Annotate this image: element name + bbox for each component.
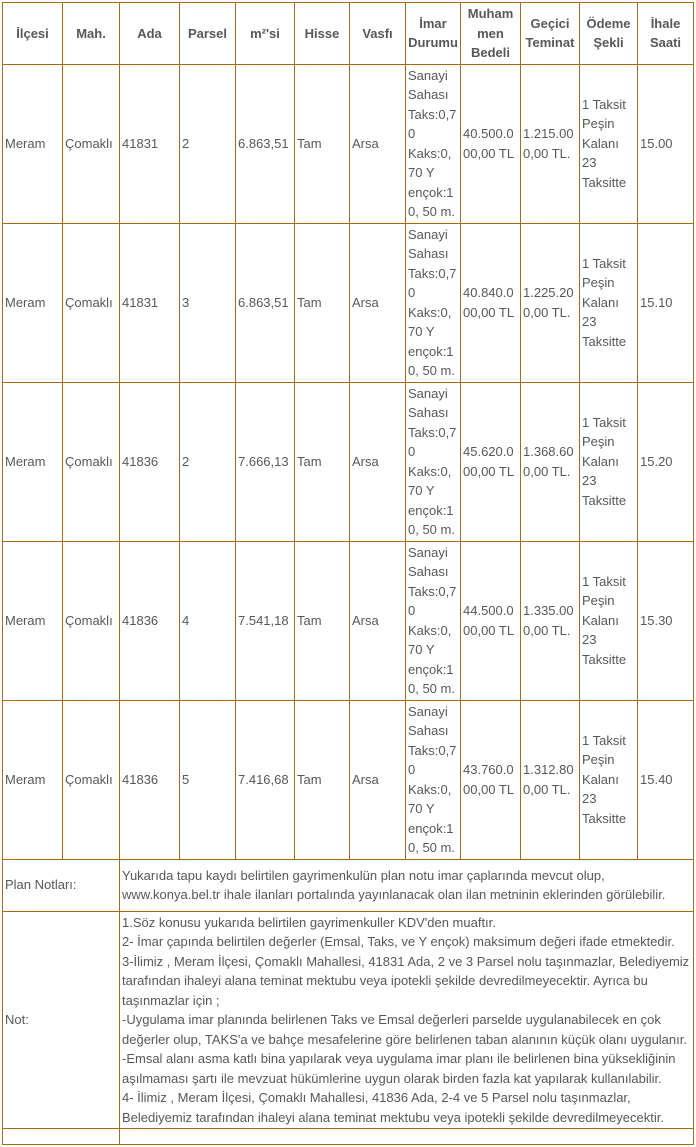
cell-ihale-saati: 15.40: [638, 700, 694, 859]
empty-row: [3, 1129, 694, 1145]
cell-ihale-saati: 15.00: [638, 64, 694, 223]
cell-ilcesi: Meram: [3, 64, 63, 223]
not-line: 2- İmar çapında belirtilen değerler (Emsal, Taks, ve Y ençok) maksimum değeri ifade etmektedir.: [122, 934, 675, 949]
cell-ada: 41831: [120, 223, 180, 382]
cell-m2: 6.863,51: [236, 223, 295, 382]
cell-vasfi: Arsa: [350, 223, 406, 382]
cell-gecici-teminat: 1.215.000,00 TL.: [521, 64, 580, 223]
empty-label-cell: [3, 1129, 120, 1145]
cell-parsel: 4: [180, 541, 236, 700]
cell-ada: 41836: [120, 382, 180, 541]
cell-m2: 6.863,51: [236, 64, 295, 223]
table-row: [3, 700, 694, 859]
col-header-imar-durumu: İmar Durumu: [406, 3, 461, 65]
cell-imar-durumu: Sanayi Sahası Taks:0,70 Kaks:0,70 Y ençok:10, 50 m.: [406, 223, 461, 382]
cell-odeme-sekli: 1 Taksit Peşin Kalanı 23 Taksitte: [580, 700, 638, 859]
cell-parsel: 2: [180, 64, 236, 223]
col-header-ilcesi: İlçesi: [3, 3, 63, 65]
col-header-m2: m²'si: [236, 3, 295, 65]
cell-gecici-teminat: 1.335.000,00 TL.: [521, 541, 580, 700]
col-header-ada: Ada: [120, 3, 180, 65]
cell-ilcesi: Meram: [3, 700, 63, 859]
empty-content-cell: [120, 1129, 694, 1145]
not-text: [120, 911, 694, 1129]
table-row: [3, 64, 694, 223]
cell-hisse: Tam: [295, 700, 350, 859]
col-header-vasfi: Vasfı: [350, 3, 406, 65]
cell-ada: 41836: [120, 541, 180, 700]
cell-ilcesi: Meram: [3, 382, 63, 541]
not-row: [3, 911, 694, 1129]
col-header-odeme-sekli: Ödeme Şekli: [580, 3, 638, 65]
table-header-row: [3, 3, 694, 65]
cell-mah: Çomaklı: [63, 700, 120, 859]
plan-notlari-text: Yukarıda tapu kaydı belirtilen gayrimenkulün plan notu imar çaplarında mevcut olup, www.konya.bel.tr ihale ilanları portalında yayınlanacak olan ilan metninin eklerinden görülebilir.: [120, 859, 694, 911]
cell-odeme-sekli: 1 Taksit Peşin Kalanı 23 Taksitte: [580, 382, 638, 541]
not-line: 3-İlimiz , Meram İlçesi, Çomaklı Mahallesi, 41831 Ada, 2 ve 3 Parsel nolu taşınmazlar, Belediyemiz tarafından ihaleyi alana teminat mektubu veya ipotekli şekilde devredilmeyecektir. Ayrıca bu taşınmazlar için ;: [122, 953, 690, 1008]
cell-m2: 7.541,18: [236, 541, 295, 700]
table-row: [3, 541, 694, 700]
plan-notlari-label: Plan Notları:: [3, 859, 120, 911]
col-header-parsel: Parsel: [180, 3, 236, 65]
cell-ada: 41836: [120, 700, 180, 859]
cell-parsel: 3: [180, 223, 236, 382]
cell-vasfi: Arsa: [350, 700, 406, 859]
col-header-muhammen-bedeli: Muhammen Bedeli: [461, 3, 521, 65]
cell-vasfi: Arsa: [350, 382, 406, 541]
cell-vasfi: Arsa: [350, 64, 406, 223]
cell-odeme-sekli: 1 Taksit Peşin Kalanı 23 Taksitte: [580, 64, 638, 223]
cell-muhammen-bedeli: 40.840.000,00 TL: [461, 223, 521, 382]
col-header-mah: Mah.: [63, 3, 120, 65]
cell-ilcesi: Meram: [3, 223, 63, 382]
col-header-gecici-teminat: Geçici Teminat: [521, 3, 580, 65]
cell-imar-durumu: Sanayi Sahası Taks:0,70 Kaks:0,70 Y ençok:10, 50 m.: [406, 382, 461, 541]
cell-muhammen-bedeli: 40.500.000,00 TL: [461, 64, 521, 223]
cell-gecici-teminat: 1.312.800,00 TL.: [521, 700, 580, 859]
cell-ada: 41831: [120, 64, 180, 223]
cell-mah: Çomaklı: [63, 382, 120, 541]
cell-hisse: Tam: [295, 64, 350, 223]
cell-m2: 7.666,13: [236, 382, 295, 541]
table-row: [3, 223, 694, 382]
not-line: -Emsal alanı asma katlı bina yapılarak veya uygulama imar planı ile belirlenen bina yüksekliğinin aşılmaması şartı ile mevzuat hükümlerine uygun olarak birden fazla kat yapılarak kullanılabilir.: [122, 1051, 676, 1086]
cell-muhammen-bedeli: 45.620.000,00 TL: [461, 382, 521, 541]
not-line: 1.Söz konusu yukarıda belirtilen gayrimenkuller KDV'den muaftır.: [122, 914, 496, 930]
cell-hisse: Tam: [295, 382, 350, 541]
col-header-hisse: Hisse: [295, 3, 350, 65]
cell-ihale-saati: 15.30: [638, 541, 694, 700]
cell-vasfi: Arsa: [350, 541, 406, 700]
cell-m2: 7.416,68: [236, 700, 295, 859]
cell-ilcesi: Meram: [3, 541, 63, 700]
cell-parsel: 5: [180, 700, 236, 859]
cell-gecici-teminat: 1.368.600,00 TL.: [521, 382, 580, 541]
plan-notlari-row: [3, 859, 694, 911]
cell-mah: Çomaklı: [63, 541, 120, 700]
cell-parsel: 2: [180, 382, 236, 541]
col-header-ihale-saati: İhale Saati: [638, 3, 694, 65]
cell-hisse: Tam: [295, 541, 350, 700]
table-row: [3, 382, 694, 541]
cell-ihale-saati: 15.10: [638, 223, 694, 382]
cell-hisse: Tam: [295, 223, 350, 382]
cell-muhammen-bedeli: 44.500.000,00 TL: [461, 541, 521, 700]
cell-mah: Çomaklı: [63, 64, 120, 223]
not-line: 4- İlimiz , Meram İlçesi, Çomaklı Mahallesi, 41836 Ada, 2-4 ve 5 Parsel nolu taşınmazlar, Belediyemiz tarafından ihaleyi alana teminat mektubu veya ipotekli şekilde devredilmeyecektir.: [122, 1090, 664, 1125]
not-label: Not:: [3, 911, 120, 1129]
cell-imar-durumu: Sanayi Sahası Taks:0,70 Kaks:0,70 Y ençok:10, 50 m.: [406, 700, 461, 859]
cell-mah: Çomaklı: [63, 223, 120, 382]
cell-gecici-teminat: 1.225.200,00 TL.: [521, 223, 580, 382]
cell-odeme-sekli: 1 Taksit Peşin Kalanı 23 Taksitte: [580, 541, 638, 700]
cell-imar-durumu: Sanayi Sahası Taks:0,70 Kaks:0,70 Y ençok:10, 50 m.: [406, 64, 461, 223]
auction-parcels-table: [2, 2, 694, 1145]
cell-ihale-saati: 15.20: [638, 382, 694, 541]
not-line: -Uygulama imar planında belirlenen Taks ve Emsal değerleri parselde uygulanabilecek en çok değerler olup, TAKS'a ve bahçe mesafelerine göre belirlenen taban alanının küçük olanı uygulanır.: [122, 1012, 687, 1047]
cell-odeme-sekli: 1 Taksit Peşin Kalanı 23 Taksitte: [580, 223, 638, 382]
cell-muhammen-bedeli: 43.760.000,00 TL: [461, 700, 521, 859]
cell-imar-durumu: Sanayi Sahası Taks:0,70 Kaks:0,70 Y ençok:10, 50 m.: [406, 541, 461, 700]
